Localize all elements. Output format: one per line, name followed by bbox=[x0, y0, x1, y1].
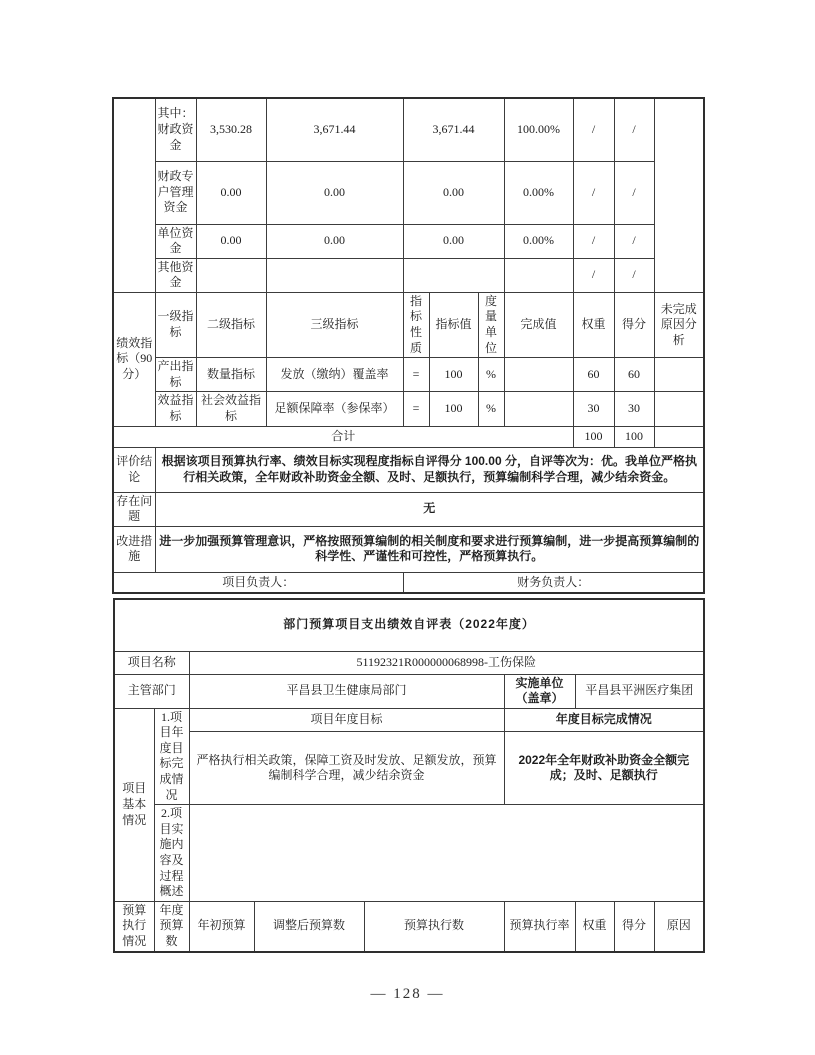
funding-unit-executed: 0.00 bbox=[403, 224, 504, 258]
problems-text: 无 bbox=[155, 492, 704, 526]
annual-goal-header-row bbox=[114, 708, 704, 731]
funding-special-score: / bbox=[614, 161, 654, 224]
indicator-benefit-nature: = bbox=[403, 392, 429, 426]
indicator-header-actual: 完成值 bbox=[504, 292, 573, 357]
annual-goal-text: 严格执行相关政策，保障工资及时发放、足额发放，预算编制科学合理，减少结余资金 bbox=[189, 732, 504, 805]
performance-eval-table-continued bbox=[112, 97, 705, 594]
indicator-header-score: 得分 bbox=[614, 292, 654, 357]
indicator-benefit-reason bbox=[654, 392, 704, 426]
indicator-output-score: 60 bbox=[614, 358, 654, 392]
funding-fiscal-weight: / bbox=[573, 98, 614, 161]
funding-other-executed bbox=[403, 258, 504, 292]
indicator-output-level1: 产出指标 bbox=[155, 358, 196, 392]
funding-row-other bbox=[113, 258, 704, 292]
improvement-label: 改进措施 bbox=[113, 526, 155, 572]
funding-section-spacer-cell bbox=[113, 98, 155, 292]
budget-header-weight: 权重 bbox=[575, 901, 614, 951]
indicator-row-benefit bbox=[113, 392, 704, 426]
indicator-total-reason bbox=[654, 426, 704, 447]
problems-row bbox=[113, 492, 704, 526]
problems-label: 存在问题 bbox=[113, 492, 155, 526]
funding-special-weight: / bbox=[573, 161, 614, 224]
annual-goal-header: 项目年度目标 bbox=[189, 708, 504, 731]
indicator-header-unit: 度量单位 bbox=[478, 292, 504, 357]
annual-goal-label: 1.项目年度目标完成情况 bbox=[154, 708, 189, 805]
funding-fiscal-rate: 100.00% bbox=[504, 98, 573, 161]
implementation-row bbox=[114, 805, 704, 902]
funding-fiscal-executed: 3,671.44 bbox=[403, 98, 504, 161]
indicator-output-unit: % bbox=[478, 358, 504, 392]
funding-row-special-account bbox=[113, 161, 704, 224]
funding-fiscal-adjusted: 3,671.44 bbox=[266, 98, 403, 161]
indicator-header-target: 指标值 bbox=[429, 292, 478, 357]
department-value: 平昌县卫生健康局部门 bbox=[189, 674, 504, 708]
indicator-output-nature: = bbox=[403, 358, 429, 392]
indicator-output-reason bbox=[654, 358, 704, 392]
funding-special-year-begin: 0.00 bbox=[196, 161, 266, 224]
funding-unit-year-begin: 0.00 bbox=[196, 224, 266, 258]
department-label: 主管部门 bbox=[114, 674, 189, 708]
project-lead-signature-label: 项目负责人： bbox=[113, 572, 403, 593]
funding-label-special-account: 财政专户管理资金 bbox=[155, 161, 196, 224]
signature-row bbox=[113, 572, 704, 593]
indicator-benefit-target: 100 bbox=[429, 392, 478, 426]
funding-special-rate: 0.00% bbox=[504, 161, 573, 224]
funding-label-fiscal: 其中：财政资金 bbox=[155, 98, 196, 161]
conclusion-label: 评价结论 bbox=[113, 447, 155, 492]
indicator-header-level3: 三级指标 bbox=[266, 292, 403, 357]
project-name-row bbox=[114, 651, 704, 674]
project-name-label: 项目名称 bbox=[114, 651, 189, 674]
indicator-output-level2: 数量指标 bbox=[196, 358, 266, 392]
indicator-total-weight: 100 bbox=[573, 426, 614, 447]
implementation-text bbox=[189, 805, 704, 902]
funding-other-year-begin bbox=[196, 258, 266, 292]
indicator-total-score: 100 bbox=[614, 426, 654, 447]
indicator-benefit-weight: 30 bbox=[573, 392, 614, 426]
conclusion-text: 根据该项目预算执行率、绩效目标实现程度指标自评得分 100.00 分，自评等次为：优。我单位严格执行相关政策，全年财政补助资金全额、及时、足额执行，预算编制科学合理，减少结余资金。 bbox=[155, 447, 704, 492]
funding-row-fiscal bbox=[113, 98, 704, 161]
indicator-output-level3: 发放（缴纳）覆盖率 bbox=[266, 358, 403, 392]
implementing-unit-label: 实施单位（盖章） bbox=[504, 674, 575, 708]
indicator-benefit-level3: 足额保障率（参保率） bbox=[266, 392, 403, 426]
indicator-header-row bbox=[113, 292, 704, 357]
annual-goal-content-row bbox=[114, 732, 704, 805]
indicator-benefit-level2: 社会效益指标 bbox=[196, 392, 266, 426]
improvement-text: 进一步加强预算管理意识，严格按照预算编制的相关制度和要求进行预算编制，进一步提高预算编制的科学性、严谨性和可控性，严格预算执行。 bbox=[155, 526, 704, 572]
budget-header-year-begin: 年初预算 bbox=[189, 901, 254, 951]
funding-unit-score: / bbox=[614, 224, 654, 258]
budget-header-score: 得分 bbox=[614, 901, 654, 951]
indicator-benefit-actual bbox=[504, 392, 573, 426]
funding-unit-weight: / bbox=[573, 224, 614, 258]
indicator-row-output bbox=[113, 358, 704, 392]
budget-execution-section-label: 预算执行情况 bbox=[114, 901, 154, 951]
budget-header-executed: 预算执行数 bbox=[364, 901, 504, 951]
project-name-value: 51192321R000000068998-工伤保险 bbox=[189, 651, 704, 674]
indicator-output-actual bbox=[504, 358, 573, 392]
indicator-total-label: 合计 bbox=[113, 426, 573, 447]
goal-completion-header: 年度目标完成情况 bbox=[504, 708, 704, 731]
funding-unit-adjusted: 0.00 bbox=[266, 224, 403, 258]
indicator-benefit-unit: % bbox=[478, 392, 504, 426]
conclusion-row bbox=[113, 447, 704, 492]
funding-label-unit: 单位资金 bbox=[155, 224, 196, 258]
funding-other-score: / bbox=[614, 258, 654, 292]
improvement-row bbox=[113, 526, 704, 572]
finance-lead-signature-label: 财务负责人： bbox=[403, 572, 704, 593]
funding-unit-rate: 0.00% bbox=[504, 224, 573, 258]
indicator-output-target: 100 bbox=[429, 358, 478, 392]
funding-row-unit bbox=[113, 224, 704, 258]
funding-fiscal-score: / bbox=[614, 98, 654, 161]
budget-execution-header-row bbox=[114, 901, 704, 951]
indicator-output-weight: 60 bbox=[573, 358, 614, 392]
indicator-header-level1: 一级指标 bbox=[155, 292, 196, 357]
basic-info-section-label: 项目基本情况 bbox=[114, 708, 154, 901]
indicator-header-level2: 二级指标 bbox=[196, 292, 266, 357]
funding-label-other: 其他资金 bbox=[155, 258, 196, 292]
indicator-header-weight: 权重 bbox=[573, 292, 614, 357]
indicator-section-label: 绩效指标（90分） bbox=[113, 292, 155, 426]
budget-header-reason: 原因 bbox=[654, 901, 704, 951]
table-title: 部门预算项目支出绩效自评表（2022年度） bbox=[114, 599, 704, 651]
implementing-unit-value: 平昌县平洲医疗集团 bbox=[575, 674, 704, 708]
indicator-benefit-score: 30 bbox=[614, 392, 654, 426]
funding-fiscal-year-begin: 3,530.28 bbox=[196, 98, 266, 161]
funding-other-weight: / bbox=[573, 258, 614, 292]
indicator-total-row bbox=[113, 426, 704, 447]
implementation-label: 2.项目实施内容及过程概述 bbox=[154, 805, 189, 902]
goal-completion-text: 2022年全年财政补助资金全额完成；及时、足额执行 bbox=[504, 732, 704, 805]
budget-header-adjusted: 调整后预算数 bbox=[254, 901, 364, 951]
page-number: — 128 — bbox=[370, 986, 445, 1002]
self-eval-table-2022 bbox=[113, 598, 705, 953]
indicator-header-reason: 未完成原因分析 bbox=[654, 292, 704, 357]
funding-special-executed: 0.00 bbox=[403, 161, 504, 224]
budget-header-rate: 预算执行率 bbox=[504, 901, 575, 951]
funding-other-adjusted bbox=[266, 258, 403, 292]
department-row bbox=[114, 674, 704, 708]
indicator-benefit-level1: 效益指标 bbox=[155, 392, 196, 426]
funding-reason-cell bbox=[654, 98, 704, 292]
table-title-row bbox=[114, 599, 704, 651]
funding-special-adjusted: 0.00 bbox=[266, 161, 403, 224]
funding-other-rate bbox=[504, 258, 573, 292]
indicator-header-nature: 指标性质 bbox=[403, 292, 429, 357]
budget-execution-row-label: 年度预算数 bbox=[154, 901, 189, 951]
